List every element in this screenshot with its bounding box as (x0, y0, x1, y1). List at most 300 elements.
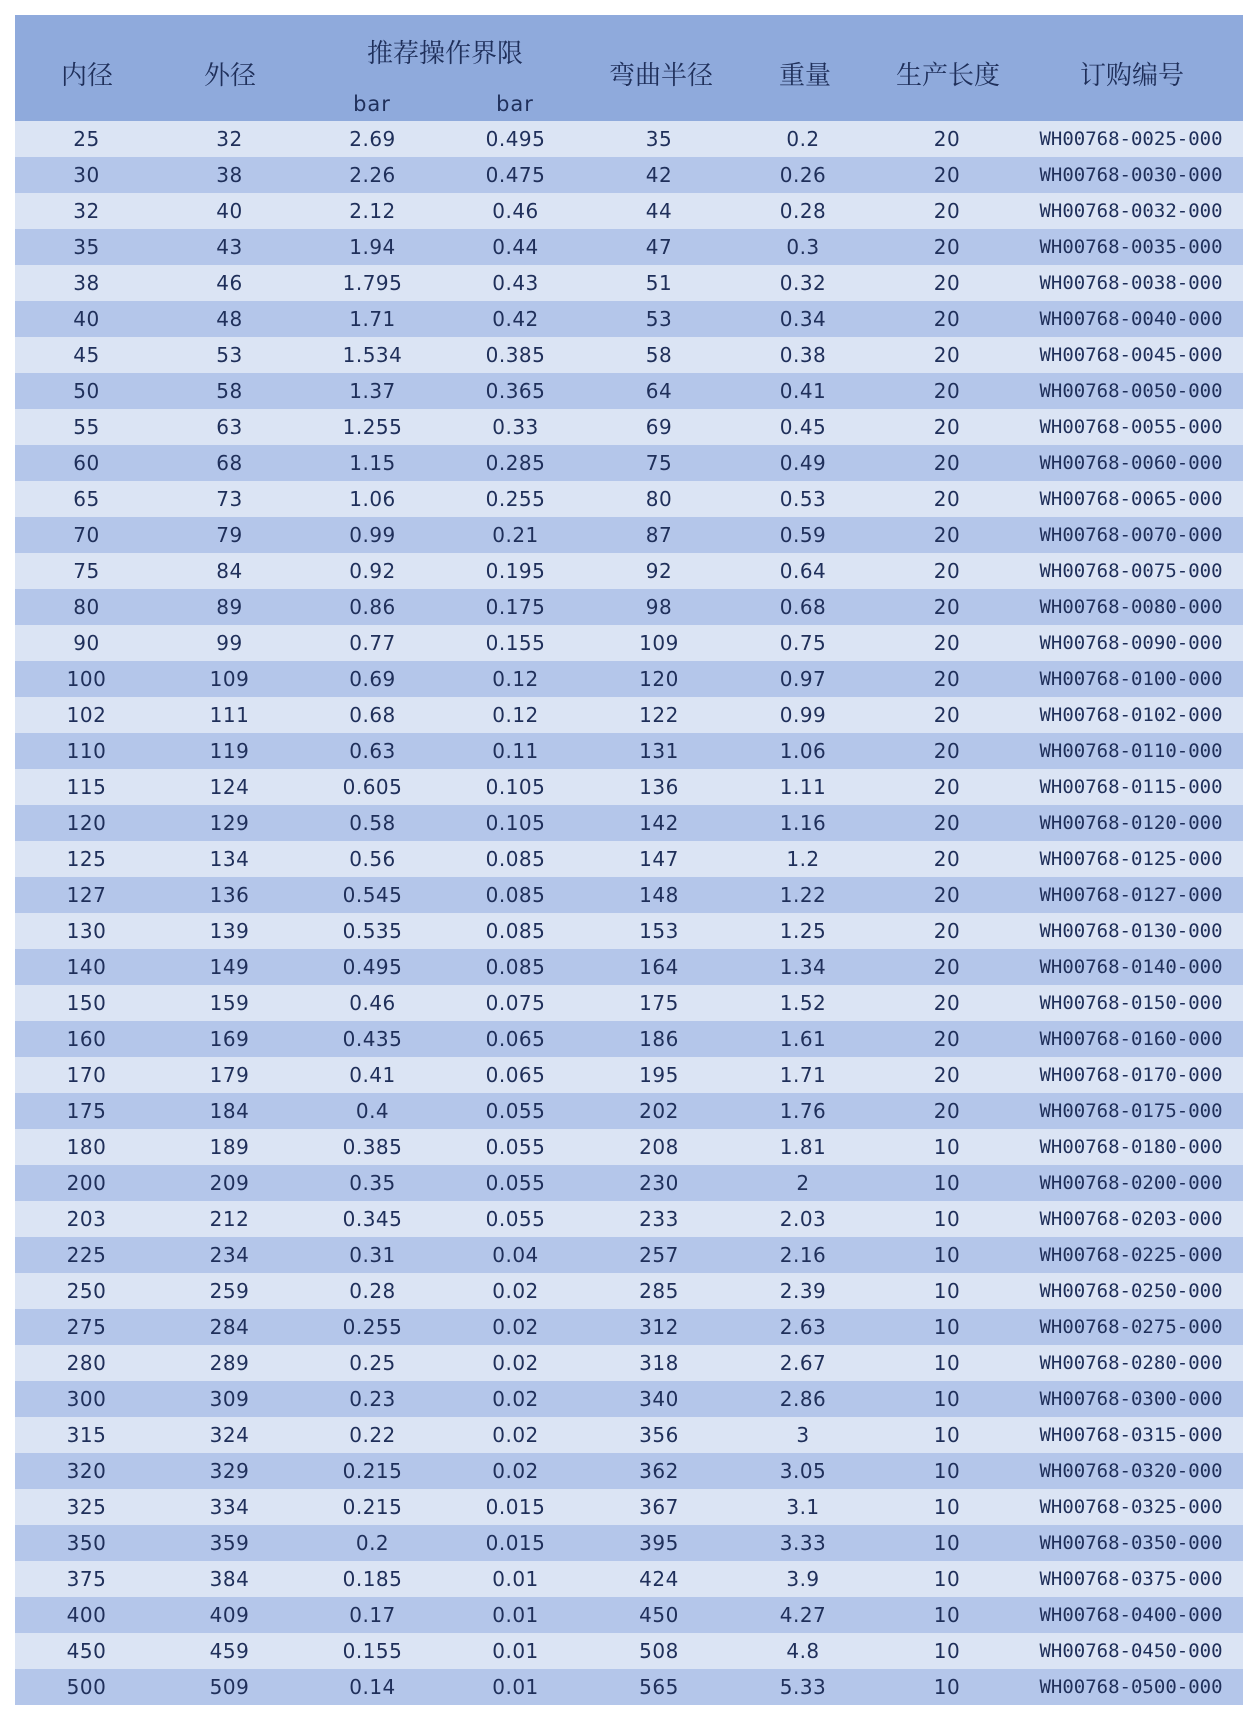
cell-bend-radius: 47 (587, 229, 731, 265)
cell-pressure-2: 0.085 (444, 913, 587, 949)
cell-pressure-1: 0.99 (301, 517, 444, 553)
table-row (15, 1057, 1243, 1093)
cell-pressure-1: 0.435 (301, 1021, 444, 1057)
cell-order-no: WH00768-0315-000 (1019, 1417, 1243, 1453)
cell-pressure-1: 0.545 (301, 877, 444, 913)
cell-pressure-2: 0.105 (444, 805, 587, 841)
cell-outer-diameter: 136 (158, 877, 301, 913)
cell-weight: 3 (731, 1417, 875, 1453)
cell-length: 20 (875, 409, 1019, 445)
cell-bend-radius: 98 (587, 589, 731, 625)
cell-bend-radius: 109 (587, 625, 731, 661)
cell-length: 20 (875, 805, 1019, 841)
cell-order-no: WH00768-0320-000 (1019, 1453, 1243, 1489)
cell-bend-radius: 424 (587, 1561, 731, 1597)
cell-order-no: WH00768-0225-000 (1019, 1237, 1243, 1273)
cell-inner-diameter: 70 (15, 517, 158, 553)
cell-bend-radius: 142 (587, 805, 731, 841)
table-row (15, 1021, 1243, 1057)
cell-pressure-1: 0.385 (301, 1129, 444, 1165)
cell-outer-diameter: 43 (158, 229, 301, 265)
cell-order-no: WH00768-0275-000 (1019, 1309, 1243, 1345)
cell-order-no: WH00768-0325-000 (1019, 1489, 1243, 1525)
cell-length: 20 (875, 301, 1019, 337)
table-row (15, 625, 1243, 661)
cell-pressure-2: 0.42 (444, 301, 587, 337)
cell-pressure-2: 0.43 (444, 265, 587, 301)
cell-pressure-1: 1.06 (301, 481, 444, 517)
cell-inner-diameter: 120 (15, 805, 158, 841)
cell-pressure-2: 0.02 (444, 1309, 587, 1345)
cell-inner-diameter: 40 (15, 301, 158, 337)
cell-length: 20 (875, 841, 1019, 877)
cell-pressure-2: 0.055 (444, 1201, 587, 1237)
cell-inner-diameter: 127 (15, 877, 158, 913)
cell-pressure-1: 0.46 (301, 985, 444, 1021)
col-pressure-unit-2: bar (496, 92, 534, 116)
cell-length: 20 (875, 769, 1019, 805)
cell-weight: 0.45 (731, 409, 875, 445)
col-pressure-group: 推荐操作界限 (366, 39, 524, 69)
cell-inner-diameter: 90 (15, 625, 158, 661)
cell-length: 10 (875, 1201, 1019, 1237)
cell-outer-diameter: 259 (158, 1273, 301, 1309)
table-row (15, 841, 1243, 877)
table-row (15, 1453, 1243, 1489)
spec-table (15, 15, 1243, 1705)
cell-inner-diameter: 32 (15, 193, 158, 229)
cell-bend-radius: 362 (587, 1453, 731, 1489)
cell-pressure-2: 0.46 (444, 193, 587, 229)
table-row (15, 985, 1243, 1021)
cell-bend-radius: 92 (587, 553, 731, 589)
cell-order-no: WH00768-0035-000 (1019, 229, 1243, 265)
cell-weight: 1.52 (731, 985, 875, 1021)
cell-order-no: WH00768-0100-000 (1019, 661, 1243, 697)
cell-pressure-2: 0.105 (444, 769, 587, 805)
cell-pressure-1: 0.41 (301, 1057, 444, 1093)
table-row (15, 229, 1243, 265)
cell-weight: 1.06 (731, 733, 875, 769)
cell-length: 10 (875, 1345, 1019, 1381)
cell-inner-diameter: 75 (15, 553, 158, 589)
cell-pressure-1: 0.17 (301, 1597, 444, 1633)
cell-length: 20 (875, 121, 1019, 157)
cell-pressure-2: 0.04 (444, 1237, 587, 1273)
cell-weight: 2.67 (731, 1345, 875, 1381)
cell-bend-radius: 340 (587, 1381, 731, 1417)
cell-order-no: WH00768-0127-000 (1019, 877, 1243, 913)
cell-inner-diameter: 170 (15, 1057, 158, 1093)
cell-pressure-2: 0.01 (444, 1633, 587, 1669)
cell-order-no: WH00768-0102-000 (1019, 697, 1243, 733)
cell-inner-diameter: 175 (15, 1093, 158, 1129)
cell-inner-diameter: 320 (15, 1453, 158, 1489)
cell-outer-diameter: 99 (158, 625, 301, 661)
cell-weight: 2.39 (731, 1273, 875, 1309)
cell-length: 10 (875, 1417, 1019, 1453)
table-row (15, 193, 1243, 229)
cell-pressure-2: 0.02 (444, 1417, 587, 1453)
cell-bend-radius: 131 (587, 733, 731, 769)
cell-pressure-2: 0.02 (444, 1273, 587, 1309)
cell-outer-diameter: 68 (158, 445, 301, 481)
cell-weight: 3.05 (731, 1453, 875, 1489)
cell-order-no: WH00768-0045-000 (1019, 337, 1243, 373)
cell-length: 10 (875, 1633, 1019, 1669)
cell-length: 20 (875, 445, 1019, 481)
cell-inner-diameter: 315 (15, 1417, 158, 1453)
cell-pressure-1: 0.495 (301, 949, 444, 985)
cell-length: 20 (875, 661, 1019, 697)
cell-inner-diameter: 65 (15, 481, 158, 517)
cell-order-no: WH00768-0120-000 (1019, 805, 1243, 841)
table-row (15, 733, 1243, 769)
cell-bend-radius: 53 (587, 301, 731, 337)
cell-outer-diameter: 179 (158, 1057, 301, 1093)
cell-pressure-2: 0.015 (444, 1525, 587, 1561)
cell-length: 20 (875, 1021, 1019, 1057)
cell-length: 20 (875, 877, 1019, 913)
cell-pressure-1: 1.795 (301, 265, 444, 301)
cell-order-no: WH00768-0203-000 (1019, 1201, 1243, 1237)
cell-pressure-2: 0.365 (444, 373, 587, 409)
cell-bend-radius: 69 (587, 409, 731, 445)
cell-bend-radius: 312 (587, 1309, 731, 1345)
cell-pressure-1: 0.4 (301, 1093, 444, 1129)
table-row (15, 265, 1243, 301)
cell-pressure-2: 0.175 (444, 589, 587, 625)
cell-length: 20 (875, 553, 1019, 589)
cell-pressure-2: 0.015 (444, 1489, 587, 1525)
cell-outer-diameter: 32 (158, 121, 301, 157)
cell-weight: 2.03 (731, 1201, 875, 1237)
table-row (15, 1345, 1243, 1381)
cell-weight: 0.34 (731, 301, 875, 337)
cell-outer-diameter: 359 (158, 1525, 301, 1561)
cell-pressure-2: 0.285 (444, 445, 587, 481)
cell-weight: 1.81 (731, 1129, 875, 1165)
cell-bend-radius: 136 (587, 769, 731, 805)
cell-pressure-2: 0.01 (444, 1669, 587, 1705)
cell-weight: 0.32 (731, 265, 875, 301)
cell-pressure-1: 0.215 (301, 1489, 444, 1525)
cell-length: 20 (875, 697, 1019, 733)
cell-inner-diameter: 203 (15, 1201, 158, 1237)
cell-pressure-2: 0.02 (444, 1345, 587, 1381)
cell-order-no: WH00768-0160-000 (1019, 1021, 1243, 1057)
cell-outer-diameter: 89 (158, 589, 301, 625)
cell-pressure-2: 0.085 (444, 841, 587, 877)
cell-pressure-1: 0.2 (301, 1525, 444, 1561)
cell-inner-diameter: 350 (15, 1525, 158, 1561)
cell-length: 20 (875, 193, 1019, 229)
cell-inner-diameter: 180 (15, 1129, 158, 1165)
cell-weight: 0.49 (731, 445, 875, 481)
cell-weight: 2.16 (731, 1237, 875, 1273)
cell-length: 10 (875, 1165, 1019, 1201)
cell-length: 10 (875, 1309, 1019, 1345)
cell-weight: 2.86 (731, 1381, 875, 1417)
cell-outer-diameter: 119 (158, 733, 301, 769)
cell-order-no: WH00768-0060-000 (1019, 445, 1243, 481)
table-header (15, 15, 1243, 121)
table-row (15, 769, 1243, 805)
cell-outer-diameter: 384 (158, 1561, 301, 1597)
cell-inner-diameter: 60 (15, 445, 158, 481)
cell-order-no: WH00768-0175-000 (1019, 1093, 1243, 1129)
cell-pressure-1: 0.69 (301, 661, 444, 697)
cell-length: 20 (875, 1093, 1019, 1129)
cell-weight: 3.33 (731, 1525, 875, 1561)
cell-inner-diameter: 80 (15, 589, 158, 625)
cell-inner-diameter: 250 (15, 1273, 158, 1309)
cell-outer-diameter: 48 (158, 301, 301, 337)
cell-outer-diameter: 38 (158, 157, 301, 193)
cell-length: 20 (875, 913, 1019, 949)
cell-length: 20 (875, 337, 1019, 373)
table-row (15, 877, 1243, 913)
table-row (15, 1093, 1243, 1129)
cell-inner-diameter: 100 (15, 661, 158, 697)
cell-order-no: WH00768-0032-000 (1019, 193, 1243, 229)
col-outer-diameter: 外径 (203, 61, 257, 91)
cell-pressure-2: 0.475 (444, 157, 587, 193)
table-row (15, 949, 1243, 985)
cell-weight: 4.8 (731, 1633, 875, 1669)
col-weight: 重量 (778, 61, 832, 91)
cell-order-no: WH00768-0110-000 (1019, 733, 1243, 769)
cell-weight: 1.76 (731, 1093, 875, 1129)
cell-order-no: WH00768-0038-000 (1019, 265, 1243, 301)
cell-outer-diameter: 234 (158, 1237, 301, 1273)
table-row (15, 553, 1243, 589)
cell-length: 20 (875, 985, 1019, 1021)
cell-outer-diameter: 73 (158, 481, 301, 517)
cell-bend-radius: 257 (587, 1237, 731, 1273)
cell-weight: 0.3 (731, 229, 875, 265)
cell-pressure-2: 0.085 (444, 949, 587, 985)
cell-pressure-2: 0.065 (444, 1021, 587, 1057)
cell-weight: 0.38 (731, 337, 875, 373)
cell-outer-diameter: 212 (158, 1201, 301, 1237)
cell-bend-radius: 356 (587, 1417, 731, 1453)
cell-bend-radius: 202 (587, 1093, 731, 1129)
cell-pressure-1: 0.77 (301, 625, 444, 661)
cell-bend-radius: 153 (587, 913, 731, 949)
cell-bend-radius: 35 (587, 121, 731, 157)
cell-length: 10 (875, 1129, 1019, 1165)
cell-order-no: WH00768-0200-000 (1019, 1165, 1243, 1201)
cell-pressure-2: 0.085 (444, 877, 587, 913)
table-row (15, 1381, 1243, 1417)
cell-inner-diameter: 200 (15, 1165, 158, 1201)
cell-bend-radius: 233 (587, 1201, 731, 1237)
cell-pressure-1: 1.255 (301, 409, 444, 445)
cell-pressure-1: 0.185 (301, 1561, 444, 1597)
table-row (15, 1165, 1243, 1201)
table-row (15, 1561, 1243, 1597)
cell-outer-diameter: 40 (158, 193, 301, 229)
cell-order-no: WH00768-0065-000 (1019, 481, 1243, 517)
cell-pressure-2: 0.055 (444, 1165, 587, 1201)
table-row (15, 589, 1243, 625)
table-row (15, 1633, 1243, 1669)
cell-pressure-2: 0.055 (444, 1093, 587, 1129)
cell-bend-radius: 508 (587, 1633, 731, 1669)
cell-outer-diameter: 46 (158, 265, 301, 301)
cell-order-no: WH00768-0075-000 (1019, 553, 1243, 589)
cell-weight: 1.11 (731, 769, 875, 805)
cell-pressure-1: 1.71 (301, 301, 444, 337)
cell-length: 20 (875, 373, 1019, 409)
cell-order-no: WH00768-0180-000 (1019, 1129, 1243, 1165)
cell-pressure-1: 0.86 (301, 589, 444, 625)
cell-pressure-2: 0.12 (444, 661, 587, 697)
cell-length: 10 (875, 1489, 1019, 1525)
cell-order-no: WH00768-0280-000 (1019, 1345, 1243, 1381)
cell-pressure-1: 1.15 (301, 445, 444, 481)
cell-pressure-1: 0.535 (301, 913, 444, 949)
cell-weight: 3.9 (731, 1561, 875, 1597)
cell-outer-diameter: 209 (158, 1165, 301, 1201)
cell-inner-diameter: 50 (15, 373, 158, 409)
table-row (15, 697, 1243, 733)
col-order-no: 订购编号 (1079, 61, 1185, 91)
cell-weight: 1.61 (731, 1021, 875, 1057)
cell-length: 20 (875, 481, 1019, 517)
cell-pressure-2: 0.11 (444, 733, 587, 769)
table-row (15, 445, 1243, 481)
cell-weight: 2 (731, 1165, 875, 1201)
table-row (15, 1309, 1243, 1345)
cell-bend-radius: 44 (587, 193, 731, 229)
cell-pressure-1: 0.14 (301, 1669, 444, 1705)
cell-order-no: WH00768-0140-000 (1019, 949, 1243, 985)
cell-pressure-1: 0.35 (301, 1165, 444, 1201)
cell-pressure-1: 0.22 (301, 1417, 444, 1453)
table-row (15, 337, 1243, 373)
cell-length: 10 (875, 1381, 1019, 1417)
cell-order-no: WH00768-0375-000 (1019, 1561, 1243, 1597)
cell-length: 20 (875, 949, 1019, 985)
cell-pressure-2: 0.21 (444, 517, 587, 553)
cell-bend-radius: 395 (587, 1525, 731, 1561)
cell-order-no: WH00768-0450-000 (1019, 1633, 1243, 1669)
cell-bend-radius: 42 (587, 157, 731, 193)
cell-length: 10 (875, 1597, 1019, 1633)
cell-inner-diameter: 110 (15, 733, 158, 769)
cell-inner-diameter: 150 (15, 985, 158, 1021)
table-body (15, 121, 1243, 1705)
cell-bend-radius: 195 (587, 1057, 731, 1093)
cell-outer-diameter: 284 (158, 1309, 301, 1345)
cell-weight: 0.97 (731, 661, 875, 697)
table-row (15, 1237, 1243, 1273)
cell-bend-radius: 120 (587, 661, 731, 697)
cell-outer-diameter: 84 (158, 553, 301, 589)
table-row (15, 157, 1243, 193)
cell-order-no: WH00768-0055-000 (1019, 409, 1243, 445)
cell-length: 10 (875, 1273, 1019, 1309)
cell-bend-radius: 80 (587, 481, 731, 517)
cell-inner-diameter: 130 (15, 913, 158, 949)
cell-order-no: WH00768-0300-000 (1019, 1381, 1243, 1417)
cell-length: 20 (875, 517, 1019, 553)
cell-outer-diameter: 159 (158, 985, 301, 1021)
cell-outer-diameter: 334 (158, 1489, 301, 1525)
cell-outer-diameter: 509 (158, 1669, 301, 1705)
cell-inner-diameter: 225 (15, 1237, 158, 1273)
cell-pressure-1: 0.255 (301, 1309, 444, 1345)
cell-pressure-1: 0.56 (301, 841, 444, 877)
cell-pressure-2: 0.385 (444, 337, 587, 373)
cell-inner-diameter: 45 (15, 337, 158, 373)
cell-inner-diameter: 102 (15, 697, 158, 733)
cell-pressure-2: 0.495 (444, 121, 587, 157)
cell-weight: 1.25 (731, 913, 875, 949)
cell-pressure-1: 0.58 (301, 805, 444, 841)
cell-bend-radius: 164 (587, 949, 731, 985)
cell-weight: 0.2 (731, 121, 875, 157)
cell-weight: 0.68 (731, 589, 875, 625)
cell-weight: 0.26 (731, 157, 875, 193)
cell-pressure-1: 2.12 (301, 193, 444, 229)
cell-length: 20 (875, 733, 1019, 769)
cell-outer-diameter: 459 (158, 1633, 301, 1669)
cell-outer-diameter: 169 (158, 1021, 301, 1057)
cell-outer-diameter: 324 (158, 1417, 301, 1453)
cell-weight: 0.53 (731, 481, 875, 517)
cell-pressure-2: 0.44 (444, 229, 587, 265)
cell-weight: 1.22 (731, 877, 875, 913)
cell-outer-diameter: 124 (158, 769, 301, 805)
cell-pressure-1: 0.68 (301, 697, 444, 733)
cell-bend-radius: 75 (587, 445, 731, 481)
cell-order-no: WH00768-0500-000 (1019, 1669, 1243, 1705)
cell-inner-diameter: 400 (15, 1597, 158, 1633)
table-row (15, 121, 1243, 157)
cell-inner-diameter: 55 (15, 409, 158, 445)
cell-inner-diameter: 375 (15, 1561, 158, 1597)
cell-inner-diameter: 140 (15, 949, 158, 985)
cell-bend-radius: 175 (587, 985, 731, 1021)
cell-pressure-2: 0.12 (444, 697, 587, 733)
cell-outer-diameter: 53 (158, 337, 301, 373)
cell-pressure-1: 0.31 (301, 1237, 444, 1273)
cell-pressure-1: 2.69 (301, 121, 444, 157)
cell-bend-radius: 51 (587, 265, 731, 301)
cell-weight: 1.2 (731, 841, 875, 877)
cell-outer-diameter: 329 (158, 1453, 301, 1489)
table-row (15, 373, 1243, 409)
table-row (15, 1273, 1243, 1309)
cell-pressure-1: 0.155 (301, 1633, 444, 1669)
cell-weight: 0.64 (731, 553, 875, 589)
table-row (15, 1417, 1243, 1453)
cell-length: 20 (875, 229, 1019, 265)
cell-inner-diameter: 300 (15, 1381, 158, 1417)
cell-pressure-1: 1.534 (301, 337, 444, 373)
table-row (15, 1129, 1243, 1165)
cell-pressure-2: 0.02 (444, 1381, 587, 1417)
cell-length: 10 (875, 1669, 1019, 1705)
table-row (15, 1597, 1243, 1633)
cell-weight: 1.71 (731, 1057, 875, 1093)
cell-outer-diameter: 134 (158, 841, 301, 877)
cell-bend-radius: 367 (587, 1489, 731, 1525)
cell-outer-diameter: 189 (158, 1129, 301, 1165)
